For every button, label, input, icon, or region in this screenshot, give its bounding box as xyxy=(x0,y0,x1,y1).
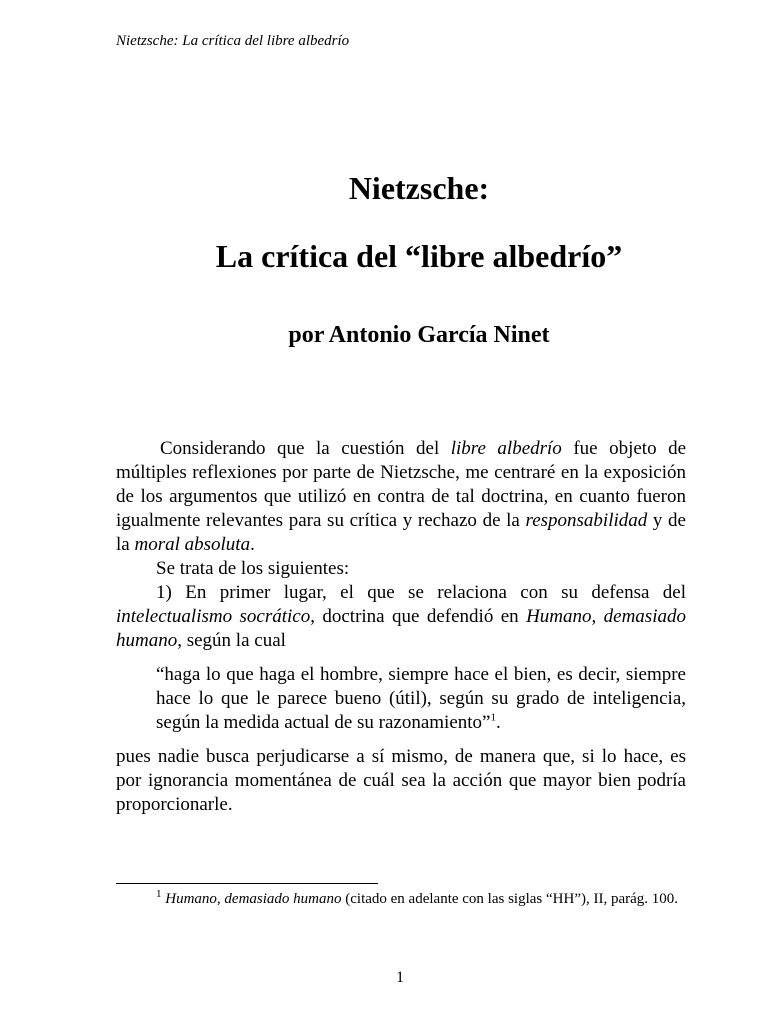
footnote xyxy=(116,888,688,910)
text-run: , según la cual xyxy=(177,630,286,651)
block-quote xyxy=(156,663,686,735)
title-line-2: La crítica del “libre albedrío” xyxy=(215,238,623,274)
text-run: fue objeto de múltiples reflexiones por parte de Nietzsche, me centraré en la exposición de los argumentos que utilizó en contra de tal doctrina, en cuanto fueron igualmente relevantes para su crítica y rechazo de la xyxy=(116,438,687,531)
footnote-number: 1 xyxy=(156,888,162,900)
footnote-reference: 1 xyxy=(490,711,496,724)
running-header: Nietzsche: La crítica del libre albedrío xyxy=(116,33,350,49)
paragraph-3 xyxy=(116,581,686,653)
title-line-1: Nietzsche: xyxy=(348,170,490,206)
body-text xyxy=(116,437,686,817)
italic-run: responsabilidad xyxy=(525,510,648,531)
text-run: , doctrina que defendió en xyxy=(310,606,527,627)
paragraph-2: Se trata de los siguientes: xyxy=(156,558,350,579)
footnote-separator xyxy=(116,883,378,884)
text-run: . xyxy=(495,712,501,733)
quote-text: “haga lo que haga el hombre, siempre hace el bien, es decir, siempre hace lo que le parece bueno (útil), según su grado de inteligencia, según la medida actual de su razonamiento” xyxy=(156,664,686,733)
text-run: y de la xyxy=(116,510,686,555)
italic-run: intelectualismo socrático xyxy=(116,606,311,627)
paragraph-4: pues nadie busca perjudicarse a sí mismo, de manera que, si lo hace, es por ignorancia momentánea de cuál sea la acción que mayor bien podría proporcionarle. xyxy=(116,746,686,815)
text-run: (citado en adelante con las siglas “HH”), II, parág. 100. xyxy=(341,891,679,907)
text-run: . xyxy=(250,534,255,555)
page-number: 1 xyxy=(396,969,404,986)
text-run: 1) En primer lugar, el que se relaciona con su defensa del xyxy=(156,582,686,603)
italic-run: Humano, demasiado humano xyxy=(165,891,342,907)
italic-run: libre albedrío xyxy=(450,438,562,459)
italic-run: moral absoluta xyxy=(134,534,251,555)
paragraph-1 xyxy=(116,437,686,557)
text-run: Considerando que la cuestión del xyxy=(160,438,451,459)
italic-run: Humano, demasiado humano xyxy=(116,606,686,651)
author-line: por Antonio García Ninet xyxy=(288,322,550,348)
